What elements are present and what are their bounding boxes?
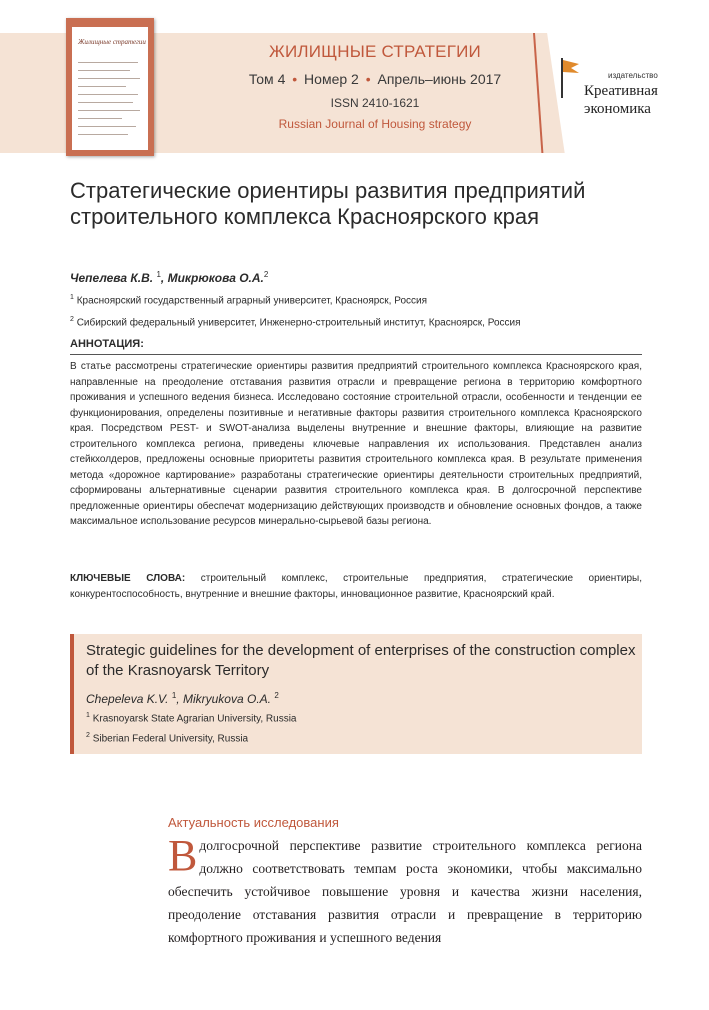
affiliation-text: Krasnoyarsk State Agrarian University, Russia	[92, 713, 297, 725]
author-name: Микрюкова О.А.	[167, 271, 264, 285]
affiliation-text: Siberian Federal University, Russia	[92, 733, 249, 745]
author-affil-ref: 2	[274, 691, 279, 700]
section-heading: Актуальность исследования	[168, 815, 339, 830]
issue-period: Апрель–июнь 2017	[377, 71, 502, 87]
issn: ISSN 2410-1621	[330, 96, 420, 110]
journal-title: ЖИЛИЩНЫЕ СТРАТЕГИИ	[269, 42, 481, 61]
publisher-caption: издательство	[608, 71, 658, 80]
journal-issue-line	[214, 71, 536, 87]
author-name: Чепелева К.В.	[70, 271, 154, 285]
english-affiliation	[86, 712, 296, 724]
separator-dot: •	[292, 71, 298, 87]
authors-line	[70, 270, 268, 285]
author-affil-ref: 1	[156, 270, 161, 279]
volume: Том 4	[248, 71, 286, 87]
author-name: Mikryukova O.A.	[182, 692, 271, 706]
drop-cap: В	[168, 831, 198, 880]
keywords-label: КЛЮЧЕВЫЕ СЛОВА:	[70, 573, 186, 584]
affiliation-number: 1	[86, 712, 90, 719]
author-separator: ,	[160, 271, 168, 285]
publisher-name: Креативная экономика	[584, 83, 658, 117]
body-text: долгосрочной перспективе развитие строительного комплекса региона должно соответствовать темпам роста экономики, чтобы максимально обеспечить устойчивое повышение уровня и качества жизни населения, преодоление отставания развития отрасли и превращение в территорию комфортного проживания и успешного ведения	[168, 838, 642, 945]
english-affiliation	[86, 732, 248, 744]
affiliation	[70, 316, 521, 328]
abstract-divider	[70, 354, 642, 355]
article-title: Стратегические ориентиры развития предприятий строительного комплекса Красноярского края	[70, 178, 586, 229]
flag-logo-icon	[560, 58, 580, 98]
affiliation-number: 2	[70, 316, 74, 323]
cover-title: Жилищные стратегии	[78, 38, 146, 46]
english-authors-line: Chepeleva K.V. $^1$, Mikryukova O.A. $^2$	[86, 691, 279, 706]
author-affil-ref: 2	[263, 270, 269, 279]
affiliation-text: Красноярский государственный аграрный университет, Красноярск, Россия	[76, 295, 428, 307]
author-name: Chepeleva K.V.	[86, 692, 169, 706]
journal-english-title: Russian Journal of Housing strategy	[278, 117, 472, 131]
english-summary-accent-bar	[70, 634, 74, 754]
affiliation	[70, 294, 427, 306]
affiliation-number: 2	[86, 732, 90, 739]
english-title: Strategic guidelines for the development of enterprises of the construction complex of the Krasnoyarsk Territory	[86, 642, 636, 679]
body-paragraph	[168, 831, 642, 949]
journal-cover-thumbnail	[66, 18, 154, 156]
affiliation-number: 1	[70, 294, 74, 301]
author-affil-ref: 1	[171, 691, 177, 700]
issue-number: Номер 2	[304, 71, 359, 87]
keywords-text: строительный комплекс, строительные предприятия, стратегические ориентиры, конкурентоспособность, внутренние и внешние факторы, инновационное развитие, Красноярский край.	[70, 573, 643, 600]
affiliation-text: Сибирский федеральный университет, Инженерно-строительный институт, Красноярск, Россия	[76, 317, 521, 329]
abstract-text: В статье рассмотрены стратегические ориентиры развития предприятий строительного комплекса Красноярского края, направленные на преодоление отставания развития отрасли и превращение региона в территорию комфортного проживания и успешного ведения бизнеса. Исследовано состояние строительной отрасли, особенности и тенденции ее функционирования, определены позитивные и негативные факторы развития строительного комплекса Красноярского края. Посредством PEST- и SWOT-анализа выделены внутренние и внешние факторы, влияющие на развитие строительного комплекса региона, приведены ключевые направления их использования. Представлен анализ стейкхолдеров, предложены основные приоритеты развития строительного комплекса края. В результате применения метода «дорожное картирование» разработаны стратегические ориентиры деятельности строительных предприятий, сформированы альтернативные сценарии развития строительного комплекса края. В долгосрочной перспективе предложенные ориентиры обеспечат модернизацию действующих производств и обновление основных фондов, а также максимальное использование ресурсов минерально-сырьевой базы региона.	[70, 361, 642, 527]
abstract-heading: АННОТАЦИЯ:	[70, 338, 144, 350]
keywords	[70, 571, 642, 602]
separator-dot: •	[365, 71, 371, 87]
